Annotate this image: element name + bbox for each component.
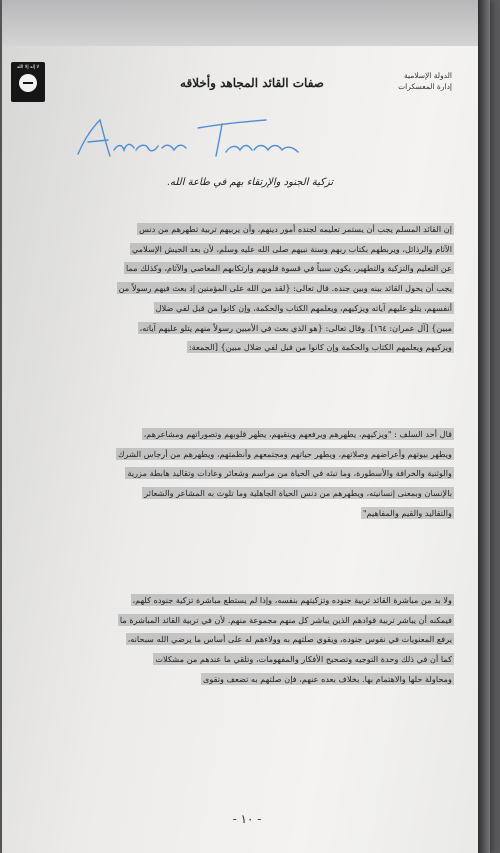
highlighted-text: ومحاولة حلها والاهتمام بها. بخلاف بعده عنهم، فإن صلتهم به تضعف وتقوى: [203, 673, 452, 684]
highlighted-text: قال أحد السلف : "ويزكيهم، يطهرهم ويرفعهم وينقيهم، يطهر قلوبهم وتصوراتهم ومشاعرهم،: [143, 429, 452, 439]
highlighted-text: فيمكنه أن يباشر تربية قوادهم الذين يباشر كل منهم مجموعة منهم. لأن في تربية القائد المباشرة ما: [119, 614, 452, 625]
logo-flag-icon: [11, 62, 45, 102]
handwritten-signature: [70, 110, 310, 168]
text-line: [36, 299, 454, 319]
paragraph-1: [36, 220, 454, 358]
organization-header: [362, 70, 452, 92]
text-line: [36, 338, 454, 358]
text-line: [36, 630, 454, 650]
text-line: [36, 504, 454, 524]
highlighted-text: يجب أن يحول القائد بينه وبين جنده. قال تعالى: {لقد من الله على المؤمنين إذ بعث فيهم رسولاً من: [118, 283, 452, 294]
highlighted-text: كما أن في ذلك وحدة التوجيه وتصحيح الأفكار والمفهومات، وتلقي ما عندهم من مشكلات: [155, 654, 452, 665]
text-line: [36, 484, 454, 504]
document-title: صفات القائد المجاهد وأخلاقه: [180, 76, 324, 90]
seal-icon: [19, 74, 37, 92]
highlighted-text: أنفسهم، يتلو عليهم آياته ويزكيهم، ويعلمهم الكتاب والحكمة، وإن كانوا من قبل لفي ضلال: [155, 302, 452, 313]
paragraph-2: [36, 425, 454, 524]
paragraph-3: [36, 591, 454, 690]
logo-text: لا إله إلا الله: [16, 65, 40, 70]
highlighted-text: مبين} [آل عمران: ١٦٤]. وقال تعالى: {هو الذي بعث في الأميين رسولاً منهم يتلو عليهم آياته،: [139, 322, 452, 333]
highlighted-text: ويطهر بيوتهم وأعراضهم وصلاتهم، ويطهر حياتهم ومجتمعهم وأنظمتهم، ويطهرهم من أرجاس الشرك: [117, 448, 452, 459]
text-line: [36, 319, 454, 339]
text-line: [36, 464, 454, 484]
highlighted-text: والوثنية والخرافة والأسطورة، وما تبثه في الحياة من مراسم وشعائر وعادات وتقاليد هابطة مزرية: [127, 468, 452, 479]
org-line-1: الدولة الإسلامية: [403, 71, 452, 80]
text-line: [36, 591, 454, 611]
highlighted-text: إن القائد المسلم يجب أن يستمر تعليمه لجنده أمور دينهم، وأن يربيهم تربية تطهرهم من دنس: [139, 224, 452, 234]
highlighted-text: ويزكيهم ويعلمهم الكتاب والحكمة وإن كانوا من قبل لفي ضلال مبين} [الجمعة:: [188, 342, 452, 353]
scan-top-shadow: [2, 0, 490, 46]
text-line: [36, 425, 454, 445]
scan-binding-edge: [478, 0, 490, 853]
highlighted-text: بالإنسان وبمعنى إنسانيته، ويطهرهم من دنس الحياة الجاهلية وما تلوث به المشاعر والشعائر: [144, 488, 452, 499]
highlighted-text: يرفع المعنويات في نفوس جنوده، ويقوي صلتهم به وولاءهم له على أساس ما يرضي الله سبحانه،: [127, 634, 452, 645]
text-line: [36, 611, 454, 631]
highlighted-text: ولا بد من مباشرة القائد تربية جنوده وتزكيتهم بنفسه، وإذا لم يستطع مباشرة تزكية جنوده كلهم،: [132, 595, 452, 605]
org-line-2: إدارة المعسكرات: [398, 82, 452, 91]
section-title: تزكية الجنود والإرتقاء بهم في طاعة الله.: [166, 177, 334, 188]
text-line: [36, 259, 454, 279]
highlighted-text: والتقاليد والقيم والمفاهيم": [362, 507, 452, 518]
page-number: - ١٠ -: [232, 812, 262, 826]
text-line: [36, 670, 454, 690]
highlighted-text: عن التعليم والتزكية والتطهير، يكون سبباً في قسوة قلوبهم وارتكابهم المعاصي والآثام، وكذلك مما: [126, 263, 452, 274]
text-line: [36, 220, 454, 240]
text-line: [36, 240, 454, 260]
document-page: [2, 0, 490, 853]
highlighted-text: الآثام والرذائل، ويربطهم بكتاب ربهم وسنة نبيهم صلى الله عليه وسلم، لأن بعد الجيش الإسلامي: [131, 243, 452, 254]
text-line: [36, 445, 454, 465]
text-line: [36, 279, 454, 299]
text-line: [36, 650, 454, 670]
